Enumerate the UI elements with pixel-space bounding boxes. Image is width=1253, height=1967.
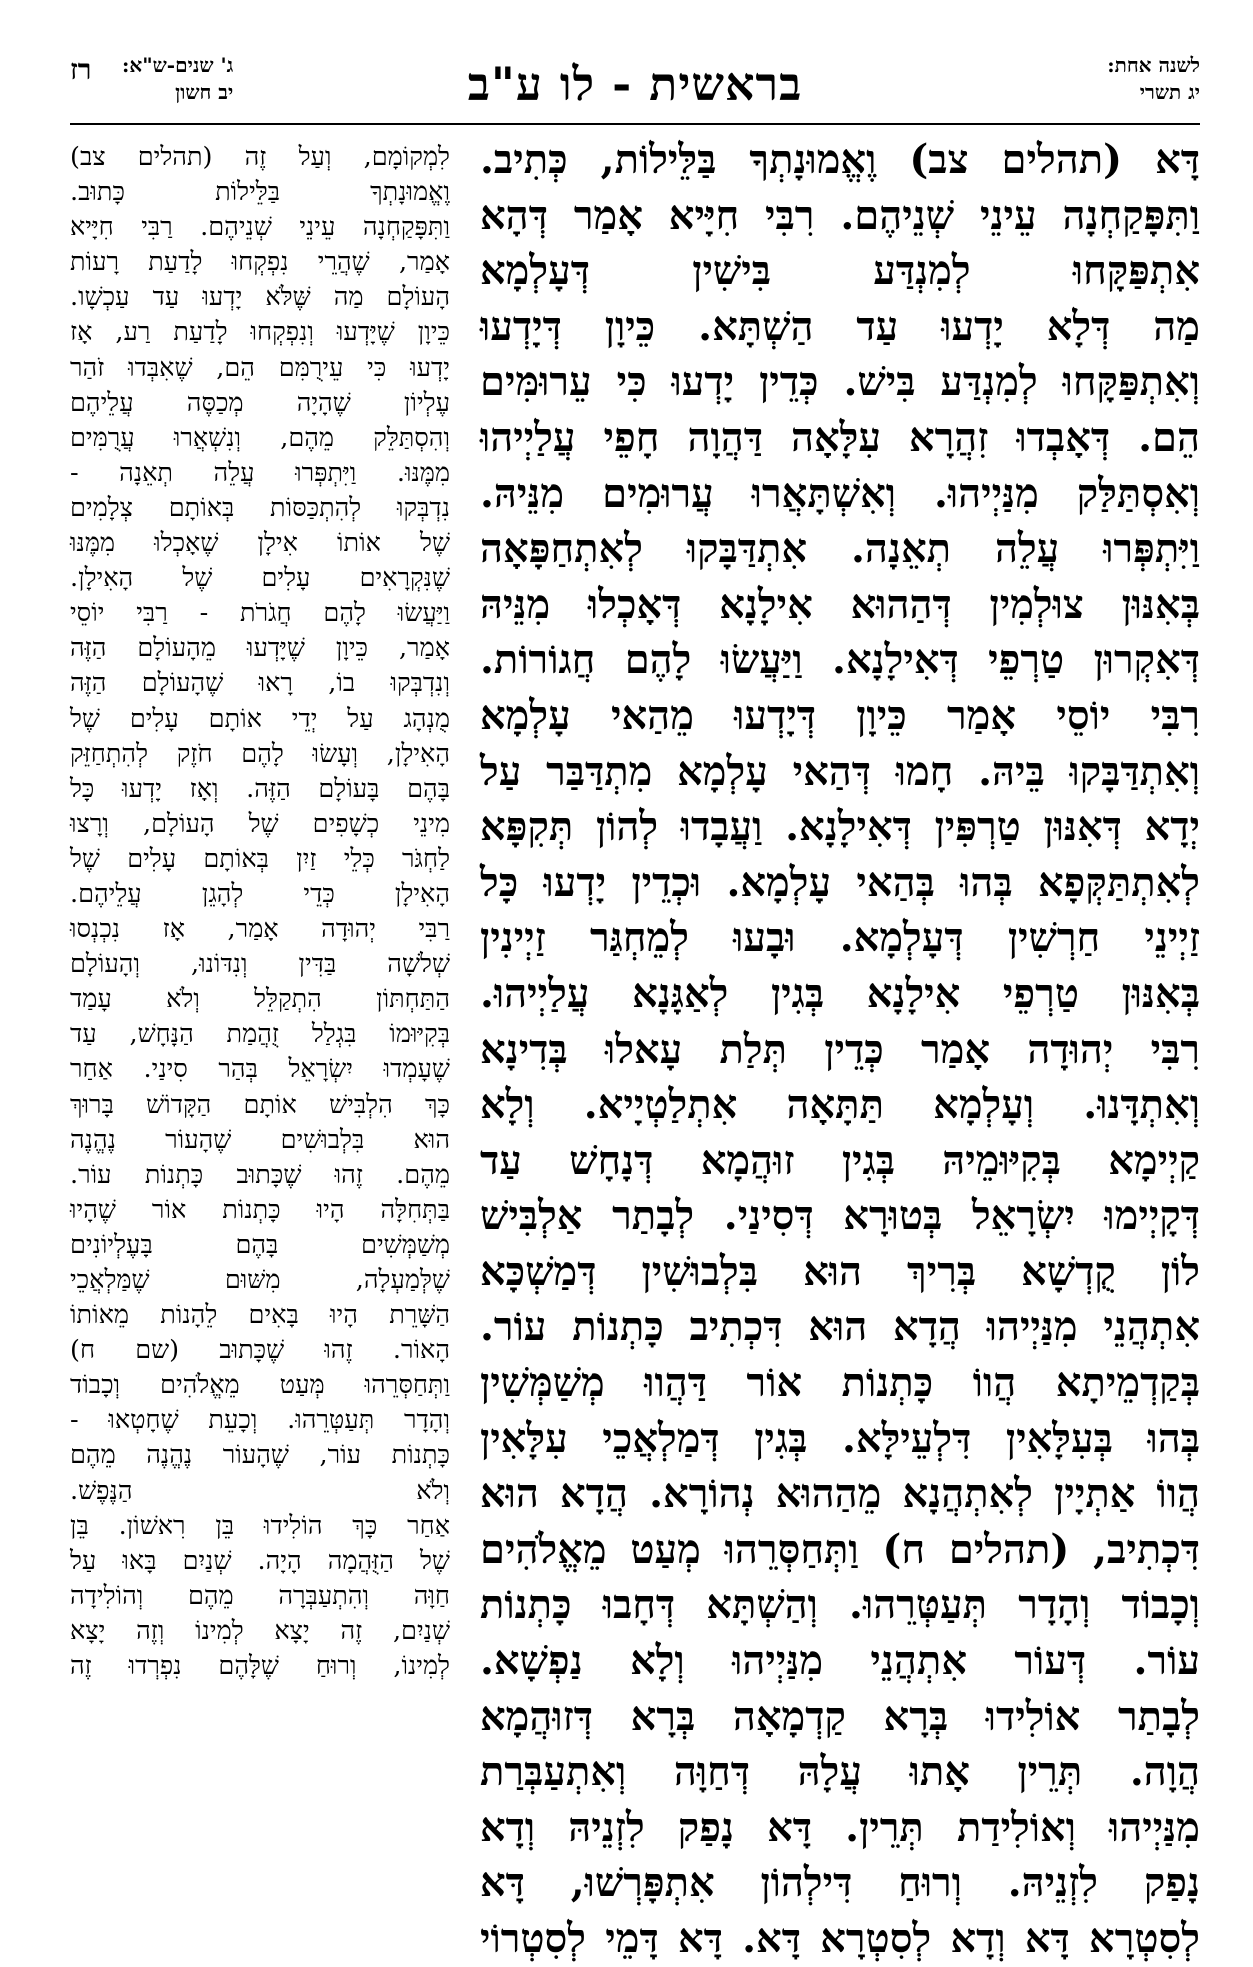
commentary-line: וְנִדְבְּקוּ בוֹ, רָאוּ שֶׁהָעוֹלָם הַזֶּה [70,668,450,699]
main-text-line: קַיְימָא בְּקִיּוּמֵיהּ בְּגִין זוּהֲמָא דְּנָחָשׁ עַד [480,1136,1200,1184]
main-text-line: וְאִתְפַּקָּחוּ לְמִנְדַּע בִּישׁ. כְּדֵין יָדְעוּ כִּי עֵרוּמִּים [480,358,1200,406]
commentary-line: שֶׁלְּמַעְלָה, מִשּׁוּם שֶׁמַּלְאֲכֵי [70,1265,450,1295]
commentary-line: כָּךְ הִלְבִּישׁ אוֹתָם הַקָּדוֹשׁ בָּרוּךְ [70,1089,450,1120]
main-text-line: וְאִסְתַּלַּק מִנַּיְיהוּ. וְאִשְׁתָּאֲרוּ עֲרוּמִים מִנֵּיהּ. [480,469,1200,517]
main-text-line: נָפַק לִזְנֵיהּ. וְרוּחַ דִּילְהוֹן אִתְפָּרְשׁוּ, דָּא [480,1859,1200,1907]
schedule-date-three-years: יב חשון [175,80,234,104]
main-text-line: לוֹן קֻדְשָׁא בְּרִיךְ הוּא בִּלְבוּשִׁין דְּמַשְׁכָּא [480,1247,1200,1295]
main-text-line: מִנַּיְיהוּ וְאוֹלִידַת תְּרֵין. דָּא נָפַק לִזְנֵיהּ וְדָא [480,1803,1200,1851]
commentary-line: שֶׁנִּקְרָאִים עָלִים שֶׁל הָאִילָן. [70,563,450,594]
main-text-line: זַיְינֵי חַרְשִׁין דְּעָלְמָא. וּבָעוּ לְמֵחְגַּר זַיְינִין [480,914,1200,962]
main-text-line: רִבִּי יְהוּדָה אָמַר כְּדֵין תְּלַת עָאלוּ בְּדִינָא [480,1025,1200,1073]
commentary-line: בָּהֶם בָּעוֹלָם הַזֶּה. וְאָז יָדְעוּ כָּל [70,773,450,804]
page-number: רז [70,53,92,86]
commentary-line: הָאִילָן כְּדֵי לְהָגֵן עֲלֵיהֶם. [70,878,450,909]
commentary-line: שֶׁעָמְדוּ יִשְׂרָאֵל בְּהַר סִינַי. אַחַר [70,1054,450,1085]
commentary-line: וַתִּפָּקַחְנָה עֵינֵי שְׁנֵיהֶם. רַבִּי חִיָּיא [70,212,450,243]
main-text-line: וַתִּפָּקַחְנָה עֵינֵי שְׁנֵיהֶם. רִבִּי חִיָּיא אָמַר דְּהָא [480,191,1200,239]
commentary-line: בְּקִיּוּמוֹ בִּגְלַל זֻהֲמַת הַנָּחָשׁ, עַד [70,1019,450,1050]
commentary-line: וַתְּחַסְּרֵהוּ מְּעַט מֵאֱלֹהִים וְכָבוֹד [70,1370,450,1401]
commentary-line: הַתַּחְתּוֹן הִתְקַלֵּל וְלֹא עָמַד [70,984,450,1015]
commentary-line: שֶׁל הַזֻּהֲמָה הָיָה. שְׁנַיִם בָּאוּ עַל [70,1545,450,1576]
commentary-line: חַוָּה וְהִתְעַבְּרָה מֵהֶם וְהוֹלִידָה [70,1580,450,1611]
main-text-line: יְדָא דְּאִנּוּן טַרְפִּין דְּאִילָנָא. וַעֲבָדוּ לְהוֹן תְּקִפָּא [480,803,1200,851]
commentary-line: הָאוֹר. זֶהוּ שֶׁכָּתוּב (שם ח) [70,1335,450,1366]
main-text-line: הֲוָה. תְּרֵין אָתוּ עֲלָהּ דְּחַוָּה וְאִתְעַבְּרַת [480,1748,1200,1796]
commentary-line: כָּתְנוֹת עוֹר, שֶׁהָעוֹר נֶהֱנֶה מֵהֶם [70,1440,450,1471]
main-text-line: מַה דְּלָא יָדְעוּ עַד הַשְׁתָּא. כֵּיוָן דְּיָדְעוּ [480,302,1200,350]
main-text-line: עוֹר. דְּעוֹר אִתְהֲנֵי מִנַּיְיהוּ וְלָא נַפְשָׁא. [480,1637,1200,1685]
main-text-line: אִתְהֲנֵי מִנַּיְיהוּ הֲדָא הוּא דִּכְתִיב כָּתְנוֹת עוֹר. [480,1303,1200,1351]
commentary-line: מֻנְהָג עַל יְדֵי אוֹתָם עָלִים שֶׁל [70,703,450,734]
commentary-line: מְשַׁמְּשִׁים בָּהֶם בָּעֶלְיוֹנִים [70,1229,450,1260]
commentary-line: הָאִילָן, וְעָשׂוּ לָהֶם חֹזֶק לְהִתְחַזֵּק [70,738,450,769]
commentary-line: שְׁלֹשָׁה בַּדִּין וְנִדּוֹנוּ, וְהָעוֹלָם [70,949,450,980]
commentary-line: מֵהֶם. זֶהוּ שֶׁכָּתוּב כָּתְנוֹת עוֹר. [70,1159,450,1190]
commentary-line: נִדְבְּקוּ לְהִתְכַּסּוֹת בְּאוֹתָם צְלָמִים [70,492,450,523]
commentary-line: לִמְקוֹמָם, וְעַל זֶה (תהלים צב) [70,142,450,172]
main-text-line: לְאִתְתַּקְּפָא בְּהוּ בְּהַאי עָלְמָא. וּכְדֵין יָדְעוּ כָּל [480,858,1200,906]
main-text-line: הֵם. דְּאָבְדוּ זִהֲרָא עִלָּאָה דַּהֲוָה חָפֵי עֲלַיְיהוּ [480,413,1200,461]
main-text-line: דְּקָיְימוּ יִשְׂרָאֵל בְּטוּרָא דְּסִינַי. לְבָתַר אַלְבִּישׁ [480,1192,1200,1240]
commentary-line: עֶלְיוֹן שֶׁהָיָה מְכַסֶּה עֲלֵיהֶם [70,387,450,418]
main-text-line: בְּאִנּוּן צוּלְמִין דְּהַהוּא אִילָנָא דְּאָכְלוּ מִנֵּיהּ [480,580,1200,628]
main-text-line: רִבִּי יוֹסֵי אָמַר כֵּיוָן דְּיָדְעוּ מֵהַאי עָלְמָא [480,691,1200,739]
commentary-line: לַחְגֹּר כְּלֵי זַיִן בְּאוֹתָם עָלִים שֶׁל [70,843,450,874]
main-text-line: דְּאִקְרוּן טַרְפֵי דְּאִילָנָא. וַיַּעֲשׂוּ לָהֶם חֲגוֹרוֹת. [480,636,1200,684]
main-text-line: וְכָבוֹד וְהָדָר תְּעַטְּרֵהוּ. וְהַשְׁתָּא דְּחָבוּ כָּתְנוֹת [480,1581,1200,1629]
commentary-line: הוּא בִּלְבוּשִׁים שֶׁהָעוֹר נֶהֱנֶה [70,1124,450,1155]
commentary-line: וַיַּעֲשׂוּ לָהֶם חֲגֹרֹת - רַבִּי יוֹסֵי [70,598,450,629]
schedule-label-one-year: לשנה אחת: [1107,53,1200,77]
page-header [70,52,1200,122]
main-text-column [480,132,1200,1962]
commentary-line: מִמֶּנּוּ. וַיִּתְפְּרוּ עֲלֵה תְאֵנָה - [70,457,450,488]
commentary-line: אָמַר, כֵּיוָן שֶׁיָּדְעוּ מֵהָעוֹלָם הַזֶּה [70,633,450,664]
main-text-line: בְּהוּ בְּעִלָּאִין דִּלְעֵילָּא. בְּגִין דְּמַלְאֲכֵי עִלָּאִין [480,1414,1200,1462]
commentary-line: לְמִינוֹ, וְרוּחַ שֶׁלָּהֶם נִפְרְדוּ זֶה [70,1651,450,1682]
commentary-line: שֶׁל אוֹתוֹ אִילָן שֶׁאָכְלוּ מִמֶּנּוּ [70,528,450,559]
main-text-line: דִּכְתִיב, (תהלים ח) וַתְּחַסְּרֵהוּ מְעַט מֵאֱלֹהִים [480,1525,1200,1573]
page-title: בראשית - לו ע"ב [467,57,803,111]
schedule-date-one-year: יג תשרי [1139,80,1200,104]
commentary-line: בַּתְּחִלָּה הָיוּ כָּתְנוֹת אוֹר שֶׁהָיוּ [70,1194,450,1225]
commentary-line: וֶאֱמוּנָתְךָ בַּלֵּילוֹת כָּתוּב. [70,177,450,208]
commentary-line: הָעוֹלָם מַה שֶּׁלֹּא יָדְעוּ עַד עַכְשָׁו. [70,282,450,313]
main-text-line: לְבָתַר אוֹלִידוּ בְּרָא קַדְמָאָה בְּרָא דְּזוּהֲמָא [480,1692,1200,1740]
commentary-line: שְׁנַיִם, זֶה יָצָא לְמִינוֹ וְזֶה יָצָא [70,1615,450,1646]
main-text-line: לְסִטְרָא דָּא וְדָא לְסִטְרָא דָּא. דָּא דָּמֵי לְסִטְרוֹי [480,1915,1200,1962]
main-text-line: וְאִתְדָּנוּ. וְעָלְמָא תַּתָּאָה אִתְלַטְיָיא. וְלָא [480,1081,1200,1129]
main-text-line: בְּאִנּוּן טַרְפֵי אִילָנָא בְּגִין לְאַגָּנָא עֲלַיְיהוּ. [480,969,1200,1017]
commentary-column [70,140,450,1840]
main-text-line: בְּקַדְמֵיתָא הֲווֹ כָּתְנוֹת אוֹר דַּהֲווּ מְשַׁמְּשִׁין [480,1359,1200,1407]
header-divider [70,123,1200,125]
main-text-line: וַיִּתְפְּרוּ עֲלֵה תְאֵנָה. אִתְדַּבָּקוּ לְאִתְחַפָּאָה [480,525,1200,573]
commentary-line: וְלֹא הַנֶּפֶשׁ. [70,1475,450,1506]
commentary-line: כֵּיוָן שֶׁיָּדְעוּ וְנִפְקְחוּ לָדַעַת רַע, אָז [70,317,450,348]
commentary-line: וְהָדָר תְּעַטְּרֵהוּ. וְכָעֵת שֶׁחָטְאוּ - [70,1405,450,1436]
main-text-line: וְאִתְדַּבָּקוּ בֵּיהּ. חָמוּ דְּהַאי עָלְמָא מִתְדַּבַּר עַל [480,747,1200,795]
commentary-line: מִינֵי כְשָׁפִים שֶׁל הָעוֹלָם, וְרָצוּ [70,808,450,839]
schedule-label-three-years: ג' שנים-ש"א: [122,53,234,77]
commentary-line: יָדְעוּ כִּי עֵירֻמִּם הֵם, שֶׁאִבְּדוּ זֹהַר [70,352,450,383]
commentary-line: הַשָּׁרֵת הָיוּ בָּאִים לֵהָנוֹת מֵאוֹתוֹ [70,1300,450,1331]
main-text-line: אִתְפַּקָּחוּ לְמִנְדַּע בִּישִׁין דְּעָלְמָא [480,247,1200,295]
commentary-line: אַחַר כָּךְ הוֹלִידוּ בֵּן רִאשׁוֹן. בֵּן [70,1510,450,1541]
commentary-line: וְהִסְתַּלֵּק מֵהֶם, וְנִשְׁאֲרוּ עֲרֻמִּים [70,422,450,453]
main-text-line: דָּא (תהלים צב) וֶאֱמוּנָתְךָ בַּלֵּילוֹת, כְּתִיב. [480,136,1200,183]
commentary-line: אָמַר, שֶׁהֲרֵי נִפְקְחוּ לָדַעַת רָעוֹת [70,247,450,278]
reading-schedule-three-years [122,52,233,106]
main-text-line: הֲווֹ אַתְיָין לְאִתְהֲנָא מֵהַהוּא נְהוֹרָא. הֲדָא הוּא [480,1470,1200,1518]
commentary-line: רַבִּי יְהוּדָה אָמַר, אָז נִכְנְסוּ [70,914,450,945]
